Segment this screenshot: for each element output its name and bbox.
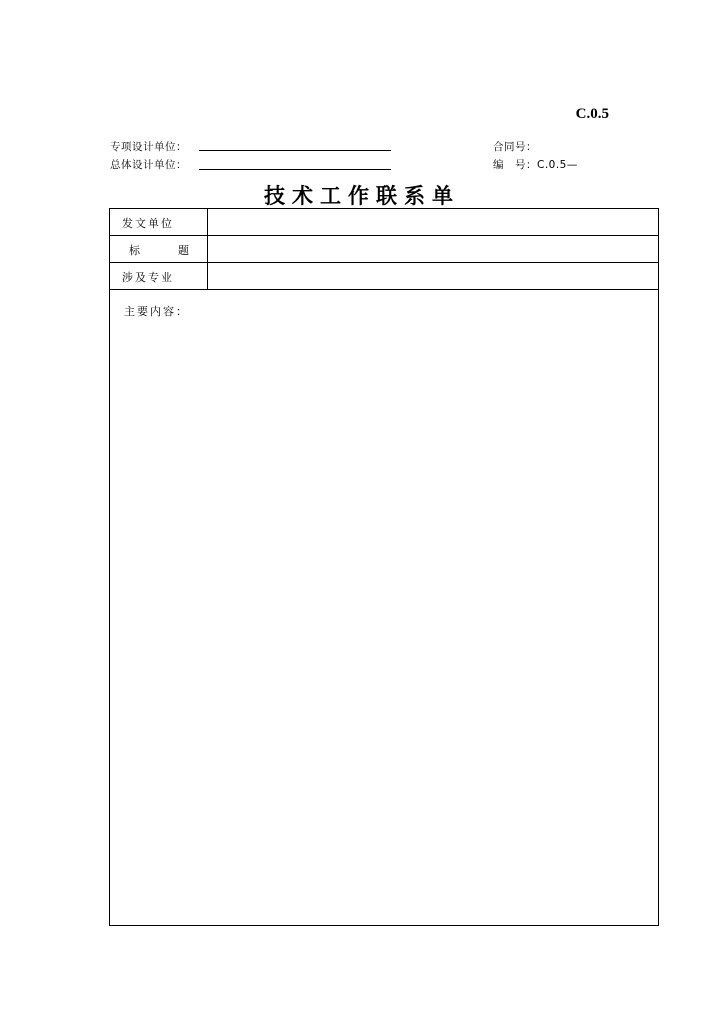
issuing-unit-row xyxy=(110,209,658,236)
issuing-unit-field[interactable] xyxy=(208,209,658,235)
subject-field[interactable] xyxy=(208,236,658,262)
subject-label xyxy=(110,236,208,262)
contact-form-table xyxy=(109,208,659,926)
serial-no-label: 编 号： xyxy=(493,159,537,171)
related-discipline-row xyxy=(110,263,658,290)
document-title: 技术工作联系单 xyxy=(264,184,460,208)
general-design-unit-field[interactable] xyxy=(199,169,391,170)
special-design-unit-label: 专项设计单位： xyxy=(110,141,187,153)
serial-no-value: C.0.5— xyxy=(537,159,578,171)
special-design-unit-field[interactable] xyxy=(199,150,391,151)
subject-label-char1: 标 xyxy=(129,244,140,257)
subject-row xyxy=(110,236,658,263)
related-discipline-label: 涉及专业 xyxy=(110,263,208,289)
subject-label-char2: 题 xyxy=(178,244,189,257)
issuing-unit-label: 发文单位 xyxy=(110,209,208,235)
related-discipline-field[interactable] xyxy=(208,263,658,289)
general-design-unit-label: 总体设计单位： xyxy=(110,159,187,171)
main-content-label: 主要内容： xyxy=(124,305,189,318)
contract-no-label: 合同号： xyxy=(493,141,537,153)
form-code: C.0.5 xyxy=(575,106,609,122)
serial-no-row xyxy=(493,157,578,172)
